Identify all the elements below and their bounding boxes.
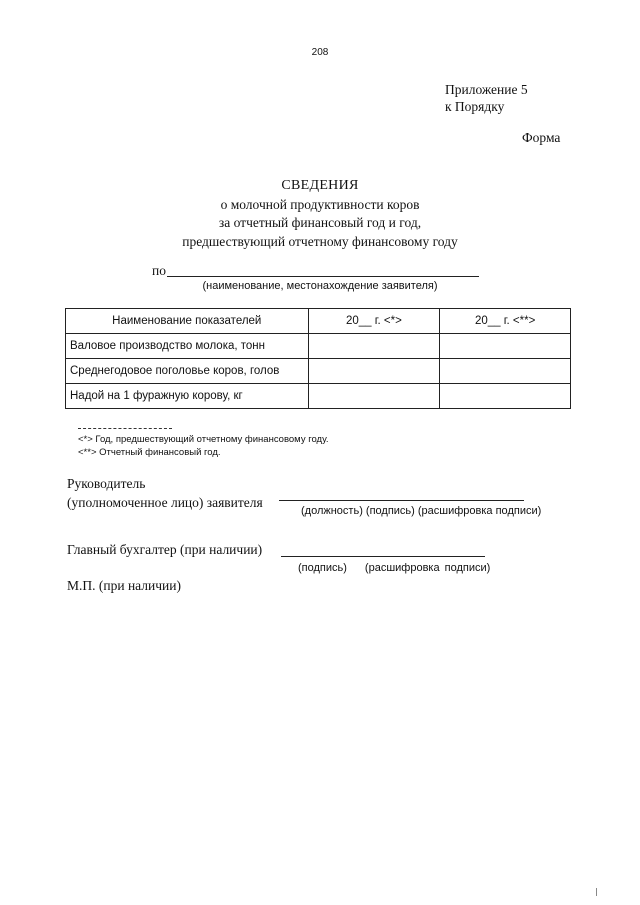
- accountant-caption-sign: (подпись): [298, 562, 347, 574]
- head-signature-caption: (должность) (подпись) (расшифровка подписи): [301, 505, 542, 517]
- footnote-1: <*> Год, предшествующий отчетному финансовому году.: [78, 434, 329, 445]
- stamp-label: М.П. (при наличии): [67, 578, 181, 593]
- value-cell-reporting-year[interactable]: [440, 334, 571, 359]
- scan-mark: [596, 888, 597, 896]
- footnote-separator: [78, 428, 172, 429]
- head-signature-field[interactable]: [279, 500, 524, 501]
- footnote-2: <**> Отчетный финансовый год.: [78, 446, 221, 458]
- form-label: Форма: [522, 130, 561, 145]
- applicant-prefix: по: [152, 263, 166, 278]
- appendix-line-2: к Порядку: [445, 99, 505, 114]
- applicant-caption: (наименование, местонахождение заявителя): [202, 280, 438, 292]
- value-cell-reporting-year[interactable]: [440, 384, 571, 409]
- page-number: 208: [311, 47, 329, 58]
- appendix-line-1: Приложение 5: [445, 82, 528, 97]
- footnotes: [78, 434, 329, 459]
- head-title: Руководитель: [67, 476, 146, 491]
- title-line-2: о молочной продуктивности коров: [220, 196, 420, 212]
- title-line-4: предшествующий отчетному финансовому году: [182, 233, 458, 249]
- accountant-signature-field[interactable]: [281, 556, 485, 557]
- header-reporting-year: 20__ г. <**>: [440, 309, 571, 334]
- value-cell-reporting-year[interactable]: [440, 359, 571, 384]
- accountant-label: Главный бухгалтер (при наличии): [67, 542, 263, 557]
- indicators-table: [65, 308, 571, 409]
- accountant-signature-caption: [298, 562, 490, 574]
- appendix-reference: [445, 81, 528, 115]
- table-row: [66, 384, 571, 409]
- row-label: Среднегодовое поголовье коров, голов: [66, 359, 309, 384]
- title-line-3: за отчетный финансовый год и год,: [218, 215, 422, 230]
- title-main: СВЕДЕНИЯ: [281, 178, 359, 193]
- row-label: Надой на 1 фуражную корову, кг: [66, 384, 309, 409]
- row-label: Валовое производство молока, тонн: [66, 334, 309, 359]
- table-row: [66, 359, 571, 384]
- applicant-name-field[interactable]: [167, 276, 479, 277]
- document-title: [0, 177, 640, 251]
- header-indicator-name: Наименование показателей: [66, 309, 309, 334]
- value-cell-previous-year[interactable]: [308, 359, 440, 384]
- table-header-row: [66, 309, 571, 334]
- value-cell-previous-year[interactable]: [308, 334, 440, 359]
- head-signature-block: [67, 474, 263, 512]
- accountant-caption-name: (расшифровка подписи): [364, 562, 491, 574]
- table-row: [66, 334, 571, 359]
- head-subtitle: (уполномоченное лицо) заявителя: [67, 495, 263, 510]
- header-previous-year: 20__ г. <*>: [308, 309, 440, 334]
- value-cell-previous-year[interactable]: [308, 384, 440, 409]
